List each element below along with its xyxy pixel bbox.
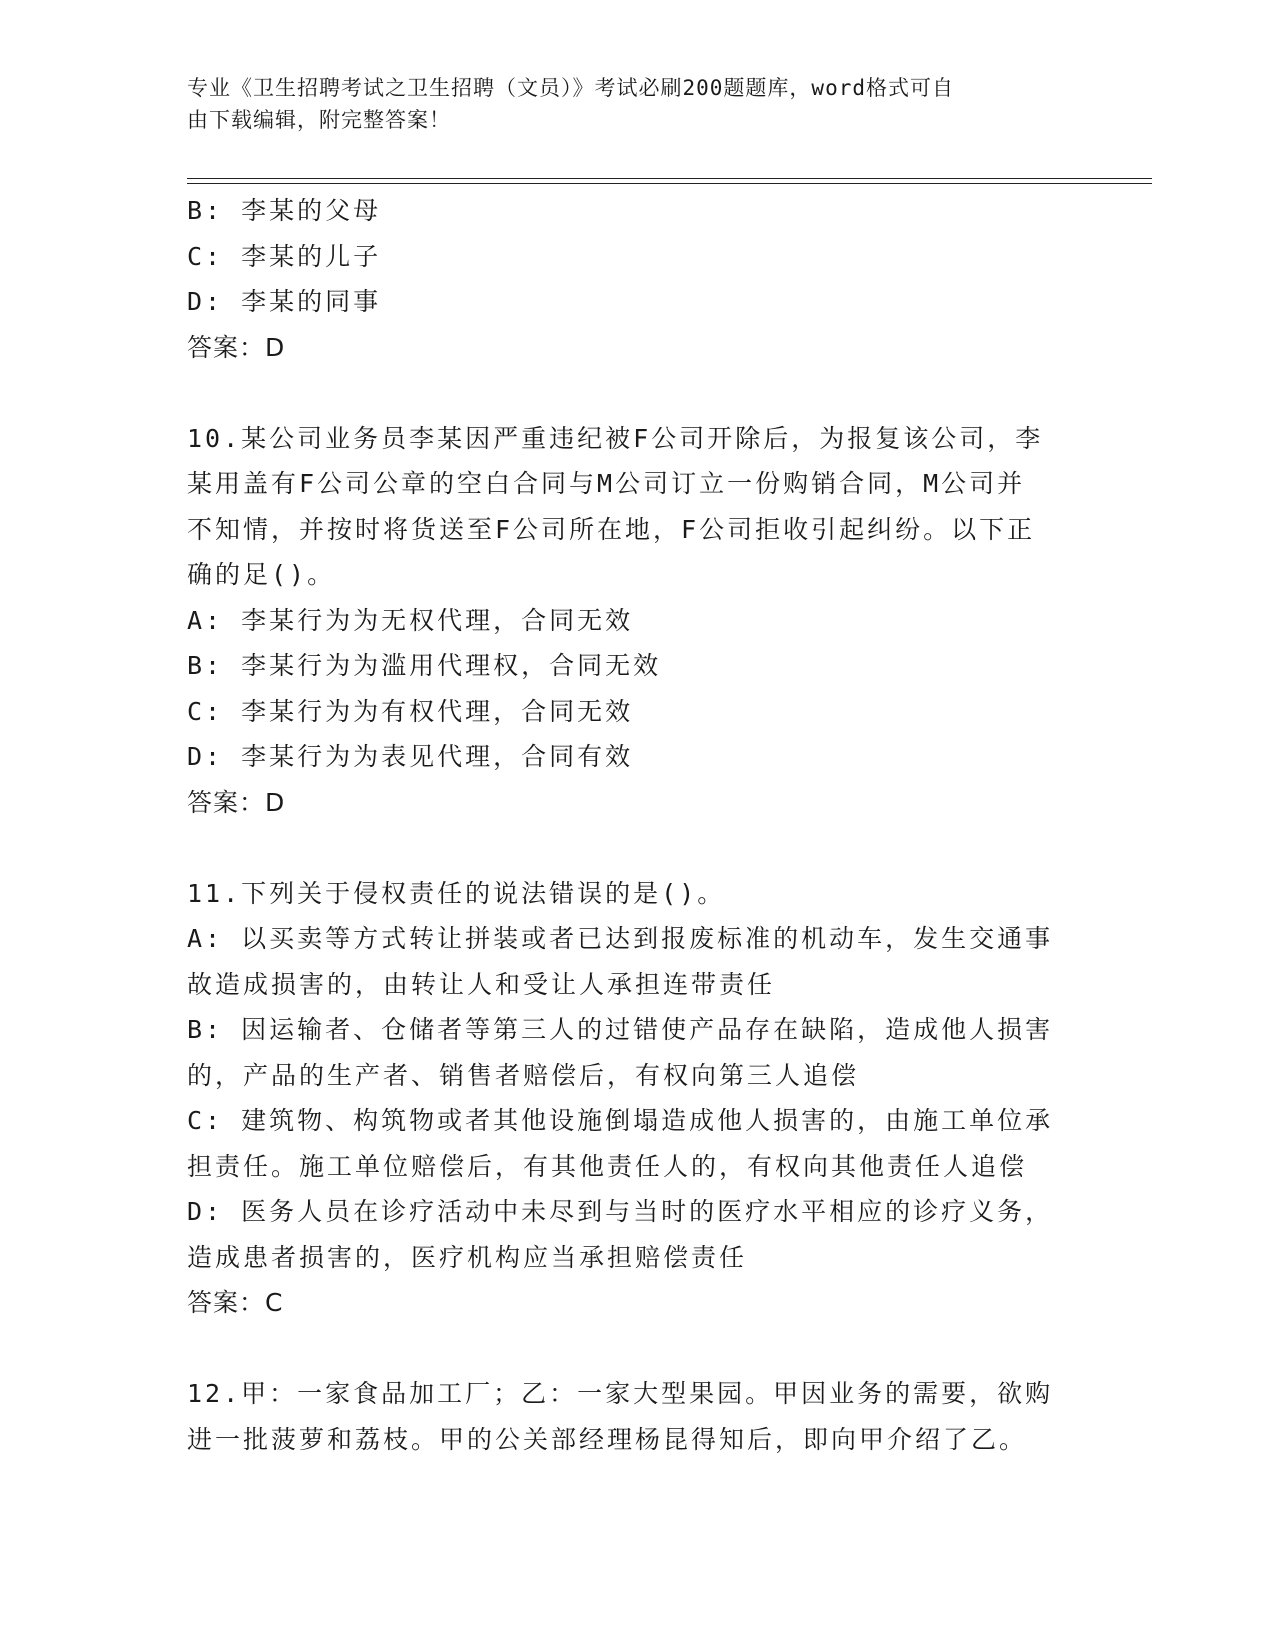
q9-option-c: C: 李某的儿子	[187, 241, 382, 271]
header-line-2: 由下载编辑，附完整答案！	[187, 108, 451, 132]
header-divider-top	[187, 178, 1152, 179]
document-body	[187, 188, 1087, 1462]
q9-option-d: D: 李某的同事	[187, 287, 382, 316]
q12-stem-line: 12.甲：一家食品加工厂；乙：一家大型果园。甲因业务的需要，欲购	[187, 1379, 1054, 1408]
q11-option-c-line: C: 建筑物、构筑物或者其他设施倒塌造成他人损害的，由施工单位承	[187, 1106, 1054, 1135]
q10-answer: 答案：D	[187, 787, 286, 817]
question-9	[187, 188, 1087, 370]
question-spacer	[187, 370, 1087, 416]
question-11	[187, 871, 1087, 1326]
q10-stem-line: 确的足()。	[187, 560, 336, 589]
question-spacer	[187, 1326, 1087, 1372]
question-12	[187, 1371, 1087, 1462]
q10-stem-line: 10.某公司业务员李某因严重违纪被F公司开除后，为报复该公司，李	[187, 423, 1044, 453]
document-header	[187, 72, 1067, 136]
q11-option-d-line: 造成患者损害的，医疗机构应当承担赔偿责任	[187, 1242, 748, 1272]
q11-option-a-line: 故造成损害的，由转让人和受让人承担连带责任	[187, 969, 776, 999]
q10-option-b: B: 李某行为为滥用代理权，合同无效	[187, 651, 662, 680]
q11-answer: 答案：C	[187, 1288, 284, 1317]
q12-stem-line: 进一批菠萝和荔枝。甲的公关部经理杨昆得知后，即向甲介绍了乙。	[187, 1424, 1028, 1454]
q11-option-b-line: B: 因运输者、仓储者等第三人的过错使产品存在缺陷，造成他人损害	[187, 1015, 1054, 1044]
q11-option-b-line: 的，产品的生产者、销售者赔偿后，有权向第三人追偿	[187, 1060, 860, 1090]
question-spacer	[187, 825, 1087, 871]
q11-stem: 11.下列关于侵权责任的说法错误的是()。	[187, 878, 726, 908]
q11-option-c-line: 担责任。施工单位赔偿后，有其他责任人的，有权向其他责任人追偿	[187, 1151, 1028, 1181]
q10-option-d: D: 李某行为为表见代理，合同有效	[187, 742, 634, 771]
q10-option-c: C: 李某行为为有权代理，合同无效	[187, 696, 634, 726]
q10-stem-line: 某用盖有F公司公章的空白合同与M公司订立一份购销合同，M公司并	[187, 469, 1026, 498]
q11-option-a-line: A: 以买卖等方式转让拼装或者已达到报废标准的机动车，发生交通事	[187, 924, 1054, 953]
header-line-1: 专业《卫生招聘考试之卫生招聘（文员）》考试必刷200题题库，word格式可自	[187, 76, 954, 100]
q11-option-d-line: D: 医务人员在诊疗活动中未尽到与当时的医疗水平相应的诊疗义务，	[187, 1197, 1054, 1226]
q10-stem-line: 不知情，并按时将货送至F公司所在地，F公司拒收引起纠纷。以下正	[187, 514, 1036, 544]
question-10	[187, 416, 1087, 826]
q9-answer: 答案：D	[187, 332, 286, 362]
q10-option-a: A: 李某行为为无权代理，合同无效	[187, 605, 634, 635]
q9-option-b: B: 李某的父母	[187, 196, 382, 225]
header-divider-bottom	[187, 183, 1152, 184]
